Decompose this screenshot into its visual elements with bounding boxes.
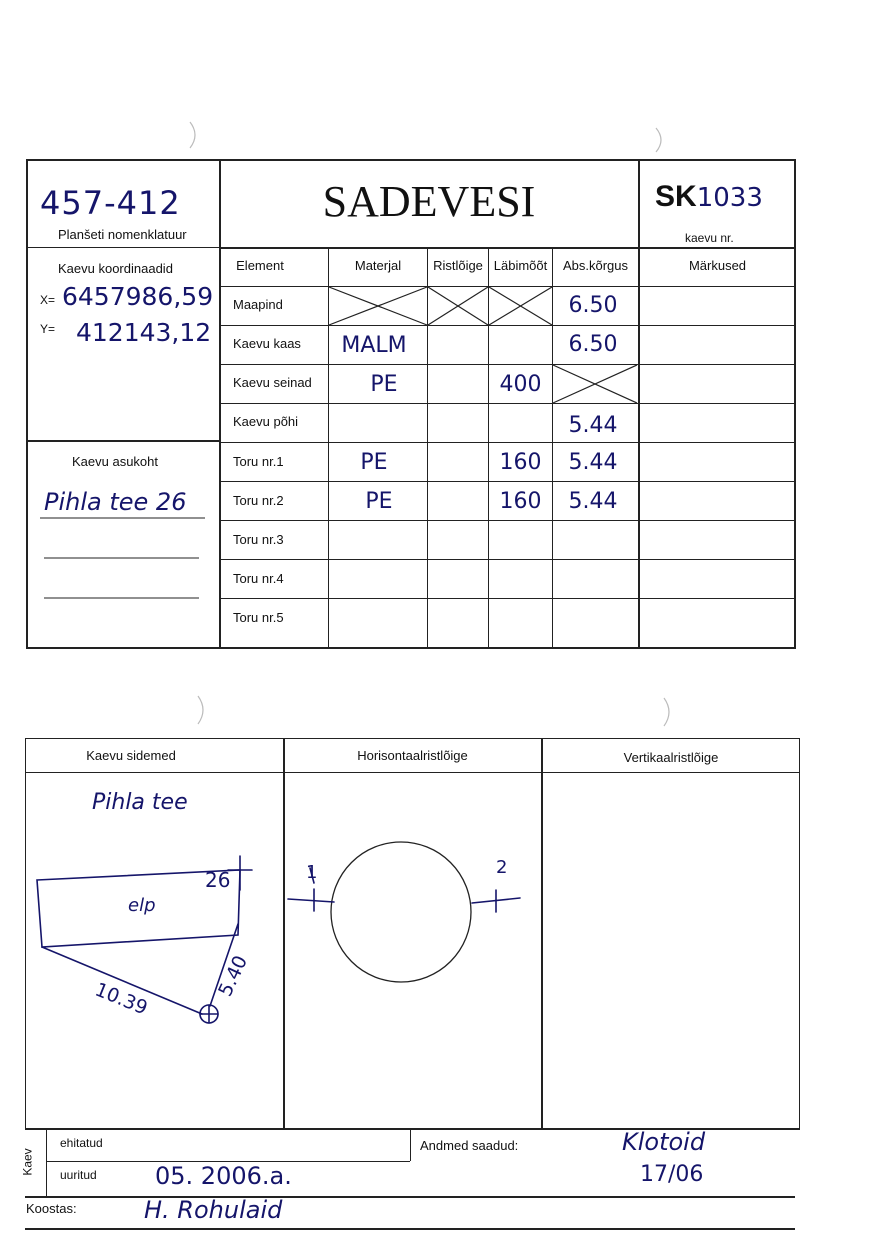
location-value: Pihla tee 26 — [44, 488, 187, 516]
row-material: PE — [365, 488, 393, 514]
sheet-label: Planšeti nomenklatuur — [58, 227, 187, 242]
col-notes: Märkused — [688, 257, 747, 273]
distance-2: 5.40 — [214, 952, 253, 1000]
kaev-label: Kaev — [20, 1148, 35, 1176]
pipe-2-label: 2 — [496, 857, 508, 878]
well-number: 1033 — [696, 183, 763, 213]
row-height: 5.44 — [568, 488, 618, 514]
sheet-number: 457-412 — [40, 184, 181, 222]
x-prefix: X= — [40, 293, 56, 307]
col-height: Abs.kõrgus — [562, 257, 629, 273]
distance-1: 10.39 — [91, 978, 151, 1020]
well-label: kaevu nr. — [685, 231, 734, 245]
row-element: Toru nr.2 — [233, 493, 284, 508]
row-element: Kaevu seinad — [233, 375, 312, 390]
row-element: Toru nr.3 — [233, 532, 284, 547]
row-height: 6.50 — [568, 292, 618, 318]
row-material: MALM — [341, 332, 407, 358]
col-section: Ristlõige — [433, 257, 483, 273]
col-material: Materjal — [354, 257, 402, 273]
row-diameter: 160 — [499, 488, 542, 514]
y-value: 412143,12 — [76, 318, 212, 347]
house-number: 26 — [205, 868, 231, 892]
row-height: 5.44 — [568, 449, 618, 475]
row-element: Maapind — [233, 297, 283, 312]
y-prefix: Y= — [40, 322, 56, 336]
row-material: PE — [370, 371, 398, 397]
row-element: Toru nr.5 — [233, 610, 284, 625]
row-diameter: 400 — [499, 371, 542, 397]
surveyed-value: 05. 2006.a. — [155, 1162, 292, 1190]
location-label: Kaevu asukoht — [72, 454, 159, 469]
data-received-date: 17/06 — [640, 1162, 704, 1187]
row-diameter: 160 — [499, 449, 542, 475]
row-height: 5.44 — [568, 412, 618, 438]
row-element: Kaevu põhi — [233, 414, 299, 429]
row-material: PE — [360, 449, 388, 475]
title: SADEVESI — [322, 177, 536, 226]
street-name: Pihla tee — [92, 790, 188, 815]
row-element: Toru nr.4 — [233, 571, 284, 586]
coords-label: Kaevu koordinaadid — [58, 261, 173, 276]
row-height: 6.50 — [568, 331, 618, 357]
data-received-value: Klotoid — [622, 1128, 706, 1156]
well-prefix: SK — [655, 180, 697, 213]
col-diameter: Läbimõõt — [493, 257, 548, 273]
author-label: Koostas: — [26, 1201, 77, 1216]
vertical-label: Vertikaalristlõige — [623, 749, 719, 765]
data-received-label: Andmed saadud: — [420, 1138, 519, 1153]
pipe-1-label: 1 — [306, 862, 318, 883]
built-label: ehitatud — [60, 1136, 103, 1150]
building-mark: elp — [128, 895, 156, 916]
horizontal-label: Horisontaalristlõige — [357, 747, 468, 763]
row-element: Toru nr.1 — [233, 454, 284, 469]
surveyed-label: uuritud — [60, 1168, 97, 1182]
author-value: H. Rohulaid — [144, 1196, 283, 1224]
ties-label: Kaevu sidemed — [86, 747, 176, 763]
x-value: 6457986,59 — [62, 282, 214, 311]
row-element: Kaevu kaas — [233, 336, 301, 351]
col-element: Element — [236, 257, 284, 273]
